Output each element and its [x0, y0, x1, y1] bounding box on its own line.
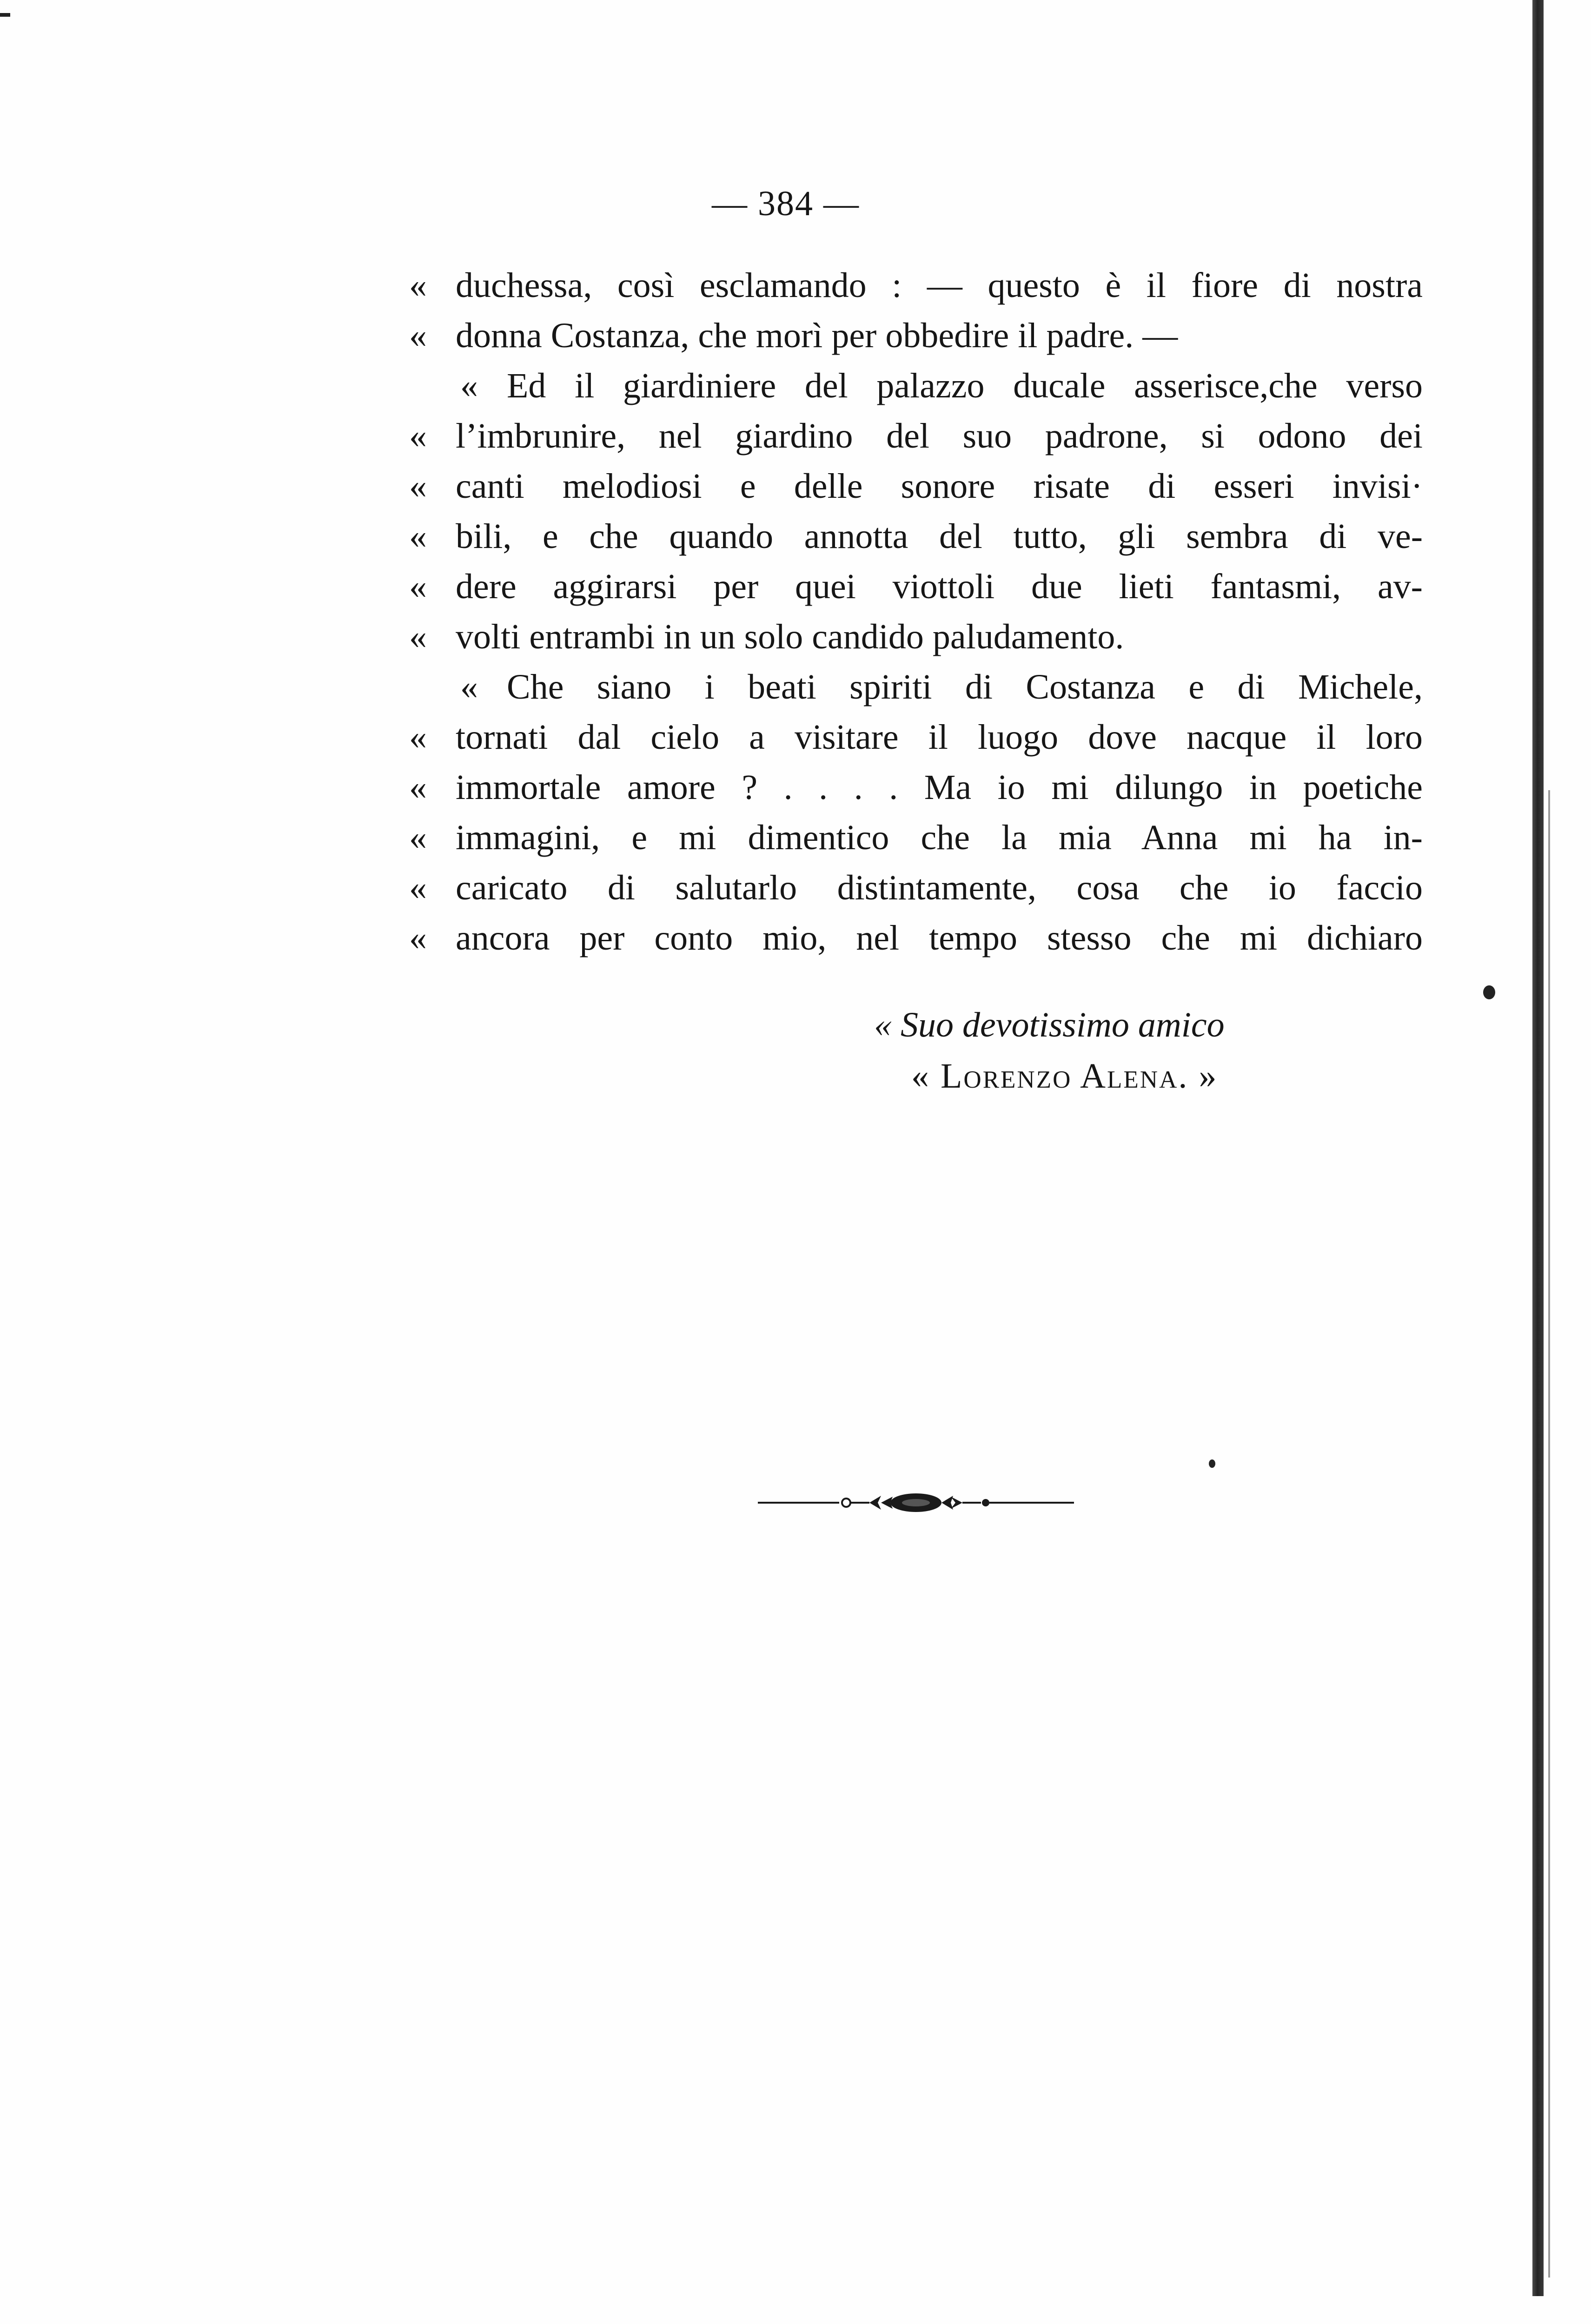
line-text: immagini, e mi dimentico che la mia Anna mi ha in-	[456, 818, 1423, 857]
text-line	[409, 561, 1423, 612]
text-line	[409, 662, 1423, 712]
line-text: Che siano i beati spiriti di Costanza e di Michele,	[507, 667, 1423, 706]
signature-name: « Lorenzo Alena. »	[911, 1056, 1218, 1096]
text-line	[409, 762, 1423, 812]
line-text: Ed il giardiniere del palazzo ducale asserisce,che verso	[507, 366, 1423, 405]
binding-edge	[1532, 0, 1544, 2296]
quote-mark: «	[460, 366, 478, 405]
quote-mark: «	[409, 467, 427, 506]
line-text: l’imbrunire, nel giardino del suo padrone, si odono dei	[456, 416, 1423, 456]
quote-mark: «	[409, 768, 427, 807]
text-line	[409, 812, 1423, 863]
text-line	[409, 712, 1423, 762]
line-text: canti melodiosi e delle sonore risate di esseri invisi·	[456, 467, 1423, 506]
line-text: ancora per conto mio, nel tempo stesso che mi dichiaro	[456, 918, 1423, 957]
body-text	[409, 260, 1423, 963]
quote-mark: «	[409, 517, 427, 556]
quote-mark: «	[409, 718, 427, 757]
line-text: immortale amore ? . . . . Ma io mi dilungo in poetiche	[456, 768, 1423, 807]
quote-mark: «	[409, 567, 427, 606]
signature-block	[874, 999, 1385, 1102]
quote-mark: «	[409, 868, 427, 907]
text-line	[409, 411, 1423, 461]
scan-mark	[0, 13, 10, 17]
text-line	[409, 511, 1423, 561]
page-number: — 384 —	[712, 184, 860, 223]
line-text: volti entrambi in un solo candido paludamento.	[456, 617, 1124, 656]
closing-line: « Suo devotissimo amico	[874, 1005, 1225, 1044]
line-text: bili, e che quando annotta del tutto, gli sembra di ve-	[456, 517, 1423, 556]
text-line	[409, 461, 1423, 511]
quote-mark: «	[460, 667, 478, 706]
binding-edge-shadow	[1548, 790, 1550, 2278]
quote-mark: «	[409, 266, 427, 305]
text-line	[409, 310, 1423, 361]
text-line	[409, 863, 1423, 913]
tailpiece-ornament-icon	[758, 1486, 1074, 1519]
quote-mark: «	[409, 918, 427, 957]
quote-mark: «	[409, 617, 427, 656]
text-line	[409, 260, 1423, 310]
line-text: tornati dal cielo a visitare il luogo dove nacque il loro	[456, 718, 1423, 757]
line-text: donna Costanza, che morì per obbedire il padre. —	[456, 316, 1178, 355]
text-line	[409, 361, 1423, 411]
quote-mark: «	[409, 818, 427, 857]
line-text: duchessa, così esclamando : — questo è il fiore di nostra	[456, 266, 1423, 305]
quote-mark: «	[409, 316, 427, 355]
ink-speck	[1483, 985, 1495, 999]
line-text: dere aggirarsi per quei viottoli due lieti fantasmi, av-	[456, 567, 1423, 606]
text-line	[409, 612, 1423, 662]
text-line	[409, 913, 1423, 963]
line-text: caricato di salutarlo distintamente, cosa che io faccio	[456, 868, 1423, 907]
ink-speck	[1209, 1459, 1215, 1468]
quote-mark: «	[409, 416, 427, 456]
